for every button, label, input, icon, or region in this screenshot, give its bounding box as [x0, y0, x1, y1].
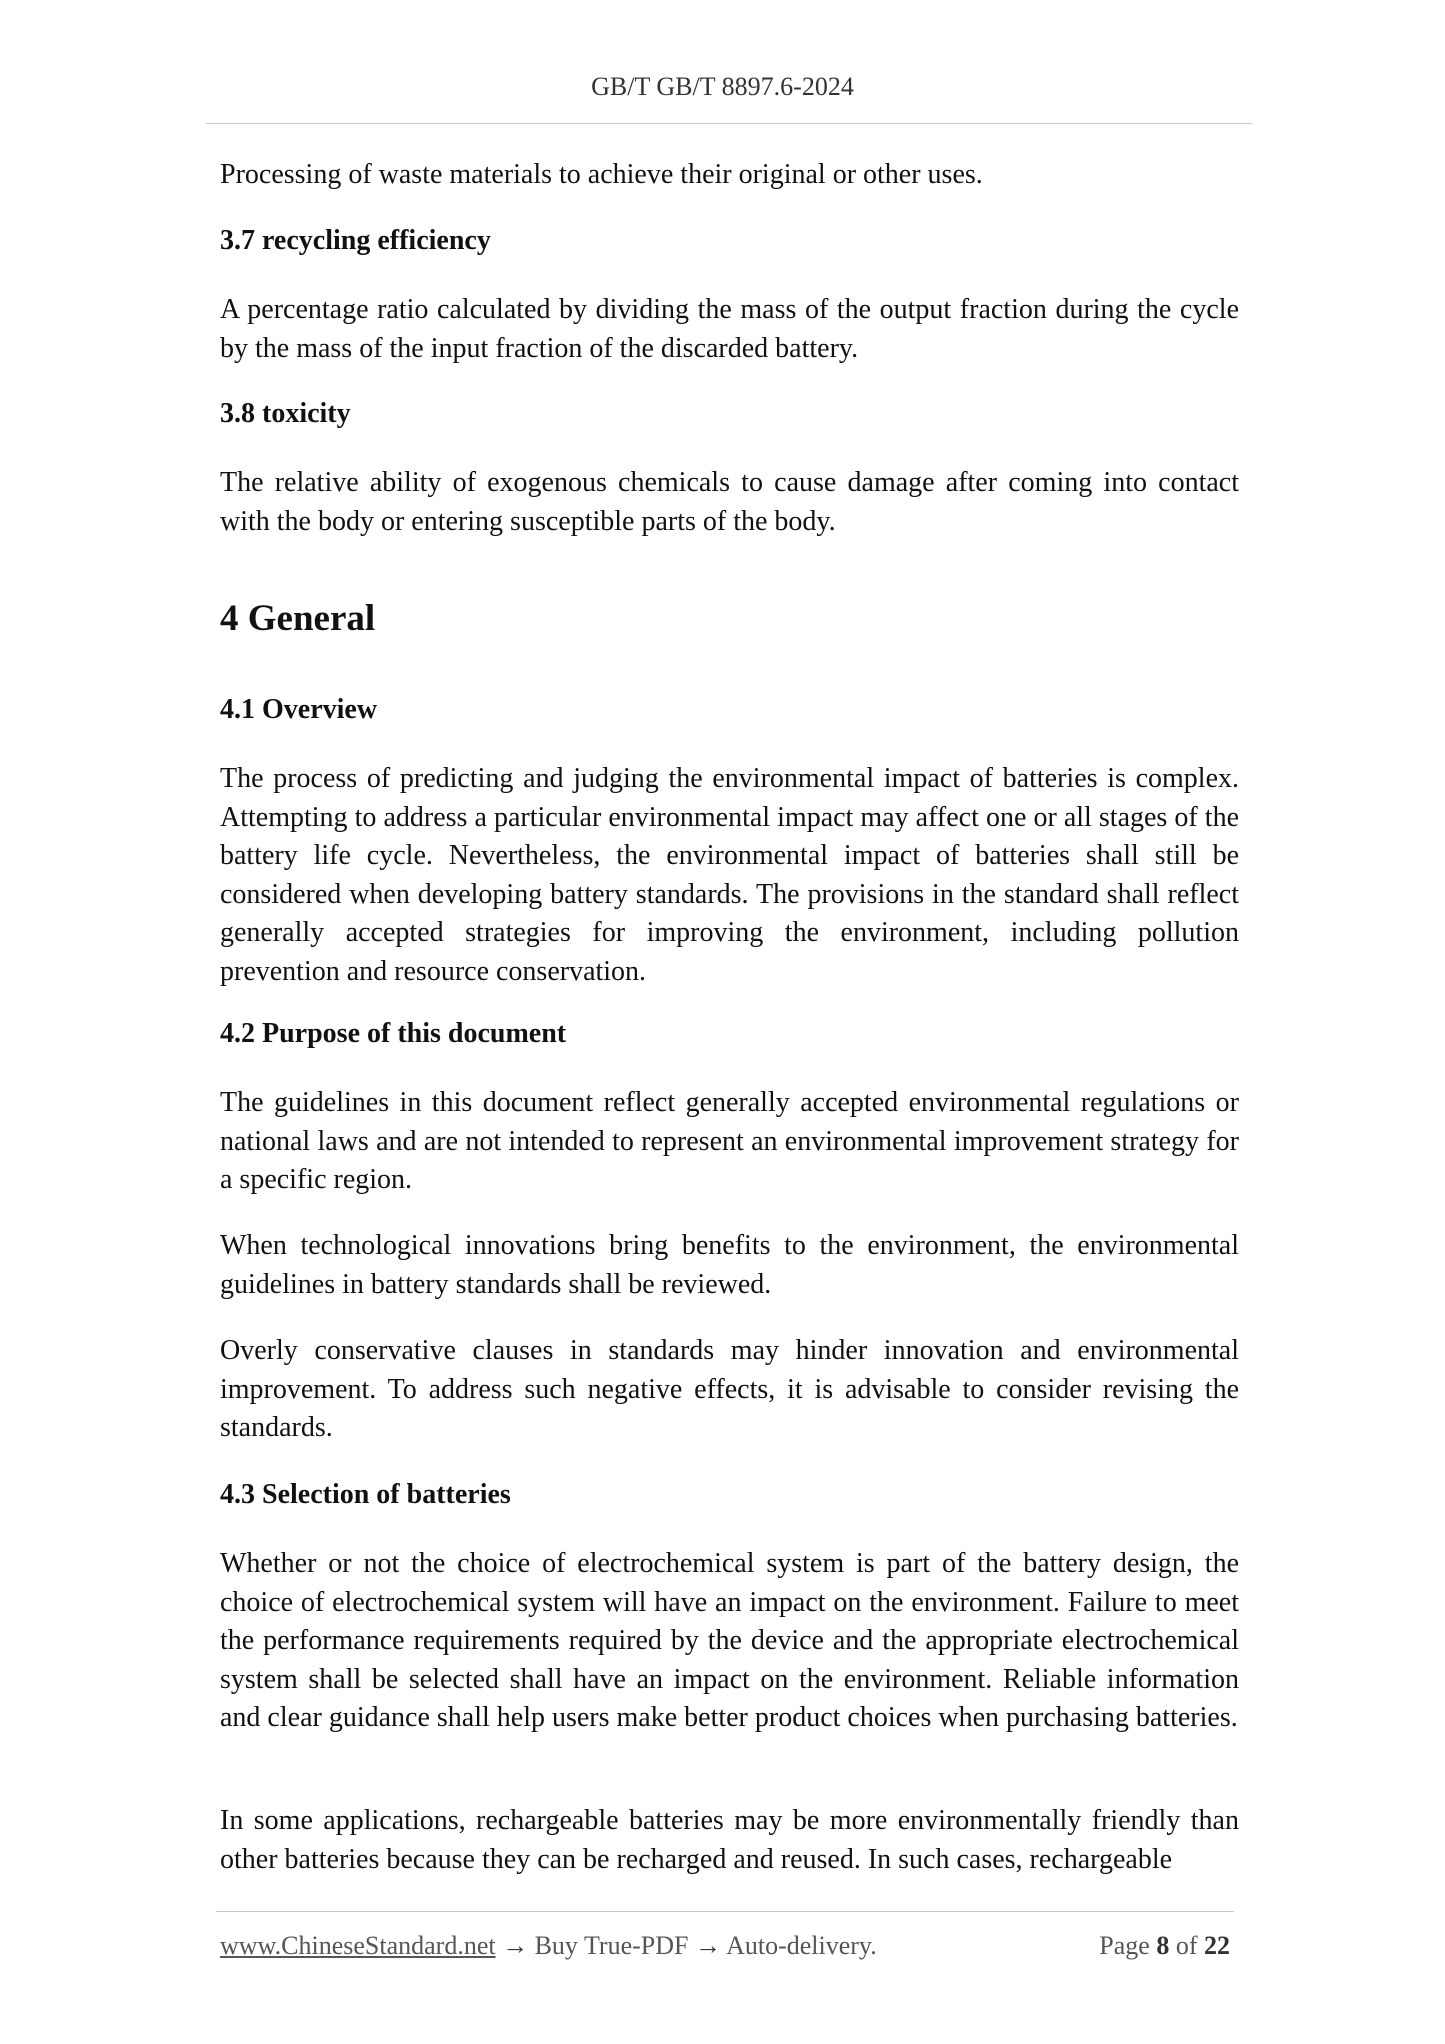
arrow-right-icon: →	[502, 1931, 529, 1960]
footer-links	[220, 1931, 877, 1961]
heading-4-2: 4.2 Purpose of this document	[220, 1018, 567, 1049]
paragraph-3-7: A percentage ratio calculated by dividing the mass of the output fraction during the cycle by the mass of the input fraction of the discarded battery.	[220, 294, 1239, 364]
paragraph-4-2-c: Overly conservative clauses in standards may hinder innovation and environmental improvement. To address such negative effects, it is advisable to consider revising the standards.	[220, 1335, 1239, 1443]
page-number	[1099, 1931, 1230, 1961]
paragraph-4-3-a: Whether or not the choice of electrochemical system is part of the battery design, the choice of electrochemical system will have an impact on the environment. Failure to meet the performance requirements required by the device and the appropriate electrochemical system shall be selected shall have an impact on the environment. Reliable information and clear guidance shall help users make better product choices when purchasing batteries.	[220, 1548, 1239, 1733]
heading-4-3: 4.3 Selection of batteries	[220, 1479, 511, 1510]
paragraph-intro: Processing of waste materials to achieve their original or other uses.	[220, 159, 983, 190]
header-divider	[206, 123, 1252, 124]
heading-3-8: 3.8 toxicity	[220, 398, 351, 429]
heading-4-1: 4.1 Overview	[220, 694, 378, 725]
auto-delivery-text: Auto-delivery.	[726, 1931, 877, 1960]
paragraph-4-1: The process of predicting and judging the environmental impact of batteries is complex. Attempting to address a particular environmental impact may affect one or all stages of the battery life cycle. Nevertheless, the environmental impact of batteries shall still be considered when developing battery standards. The provisions in the standard shall reflect generally accepted strategies for improving the environment, including pollution prevention and resource conservation.	[220, 763, 1239, 987]
page-total: 22	[1204, 1931, 1230, 1960]
heading-3-7: 3.7 recycling efficiency	[220, 225, 491, 256]
heading-4-general: 4 General	[220, 598, 376, 639]
paragraph-4-3-b: In some applications, rechargeable batteries may be more environmentally friendly than other batteries because they can be recharged and reused. In such cases, rechargeable	[220, 1805, 1239, 1875]
page-header-title: GB/T GB/T 8897.6-2024	[591, 72, 854, 101]
page-current: 8	[1156, 1931, 1170, 1960]
paragraph-4-2-b: When technological innovations bring benefits to the environment, the environmental guidelines in battery standards shall be reviewed.	[220, 1230, 1239, 1300]
paragraph-3-8: The relative ability of exogenous chemicals to cause damage after coming into contact with the body or entering susceptible parts of the body.	[220, 467, 1239, 537]
paragraph-4-2-a: The guidelines in this document reflect generally accepted environmental regulations or national laws and are not intended to represent an environmental improvement strategy for a specific region.	[220, 1087, 1239, 1195]
footer-divider	[216, 1911, 1234, 1912]
arrow-right-icon: →	[695, 1931, 721, 1960]
of-label: of	[1175, 1931, 1198, 1960]
chinesestandard-link[interactable]: www.ChineseStandard.net	[220, 1931, 496, 1960]
buy-true-pdf-text: Buy True-PDF	[534, 1931, 689, 1960]
page-label: Page	[1099, 1931, 1150, 1960]
